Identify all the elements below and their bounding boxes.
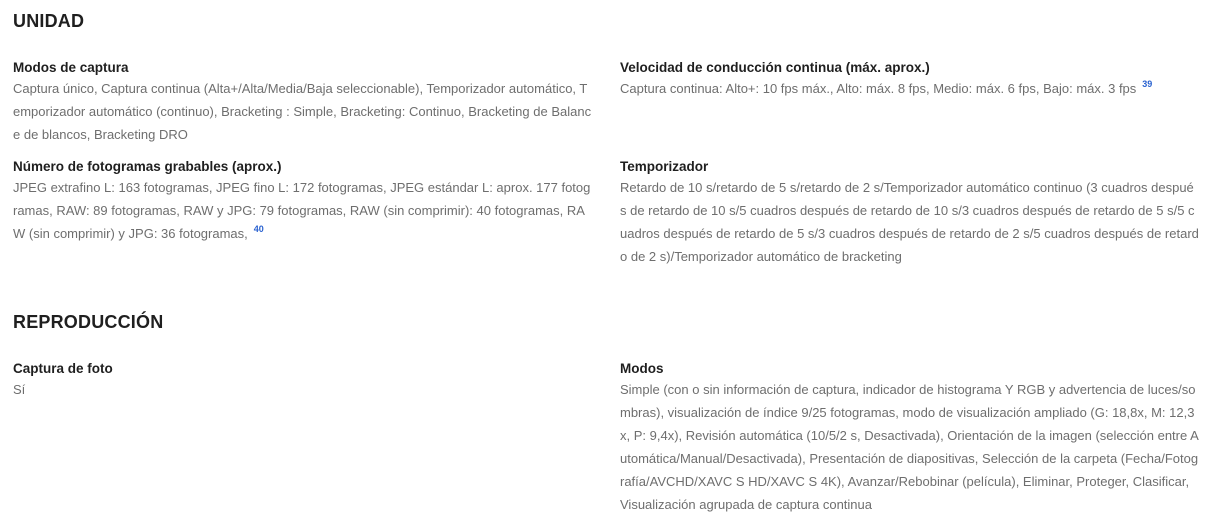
spec-label: Captura de foto — [13, 361, 113, 376]
spec-label: Temporizador — [620, 159, 709, 174]
spec-value: Sí — [13, 382, 26, 397]
spec-value: Simple (con o sin información de captura, indicador de histograma Y RGB y advertencia de luces/sombras), visualización de índice 9/25 fotogramas, modo de visualización ampliado (G: 18,8x, M: 12,3x, P: 9,4x), Revisión automática (10/5/2 s, Desactivada), Orientación de la imagen (selección entre Automática/Manual/Desactivada), Presentación de diapositivas, Selección de la carpeta (Fecha/Fotografía/AVCHD/XAVC S HD/XAVC S 4K), Avanzar/Rebobinar (película), Eliminar, Proteger, Clasificar, Visualización agrupada de captura continua — [620, 382, 1199, 512]
spec-value: JPEG extrafino L: 163 fotogramas, JPEG fino L: 172 fotogramas, JPEG estándar L: aprox. 177 fotogramas, RAW: 89 fotogramas, RAW y JPG: 79 fotogramas, RAW (sin comprimir): 40 fotogramas, RAW (sin comprimir) y JPG: 36 fotogramas, $^{40}$ — [13, 180, 591, 241]
footnote-link[interactable]: 39 — [1142, 79, 1153, 89]
spec-numero-fotogramas — [13, 158, 593, 245]
spec-value: Captura único, Captura continua (Alta+/Alta/Media/Baja seleccionable), Temporizador automático, Temporizador automático (continuo), Bracketing : Simple, Bracketing: Continuo, Bracketing de Balance de blancos, Bracketing DRO — [13, 81, 592, 142]
spec-velocidad-conduccion — [620, 59, 1200, 100]
footnote-link[interactable]: 40 — [253, 224, 264, 234]
section-title: REPRODUCCIÓN — [13, 312, 164, 332]
section-unidad — [13, 9, 1203, 33]
spec-label: Número de fotogramas grabables (aprox.) — [13, 159, 282, 174]
section-reproduccion — [13, 310, 1203, 334]
spec-label: Velocidad de conducción continua (máx. aprox.) — [620, 60, 930, 75]
section-title: UNIDAD — [13, 11, 85, 31]
spec-value: Captura continua: Alto+: 10 fps máx., Alto: máx. 8 fps, Medio: máx. 6 fps, Bajo: máx. 3 fps $^{39}$ — [620, 79, 1153, 96]
spec-label: Modos — [620, 361, 664, 376]
spec-label: Modos de captura — [13, 60, 129, 75]
spec-modos — [620, 360, 1200, 516]
spec-captura-de-foto — [13, 360, 593, 401]
spec-value: Retardo de 10 s/retardo de 5 s/retardo de 2 s/Temporizador automático continuo (3 cuadros después de retardo de 10 s/5 cuadros después de retardo de 10 s/3 cuadros después de retardo de 5 s/5 cuadros después de retardo de 5 s/3 cuadros después de retardo de 2 s/5 cuadros después de retardo de 2 s)/Temporizador automático de bracketing — [620, 180, 1199, 264]
spec-temporizador — [620, 158, 1200, 268]
spec-modos-de-captura — [13, 59, 593, 146]
